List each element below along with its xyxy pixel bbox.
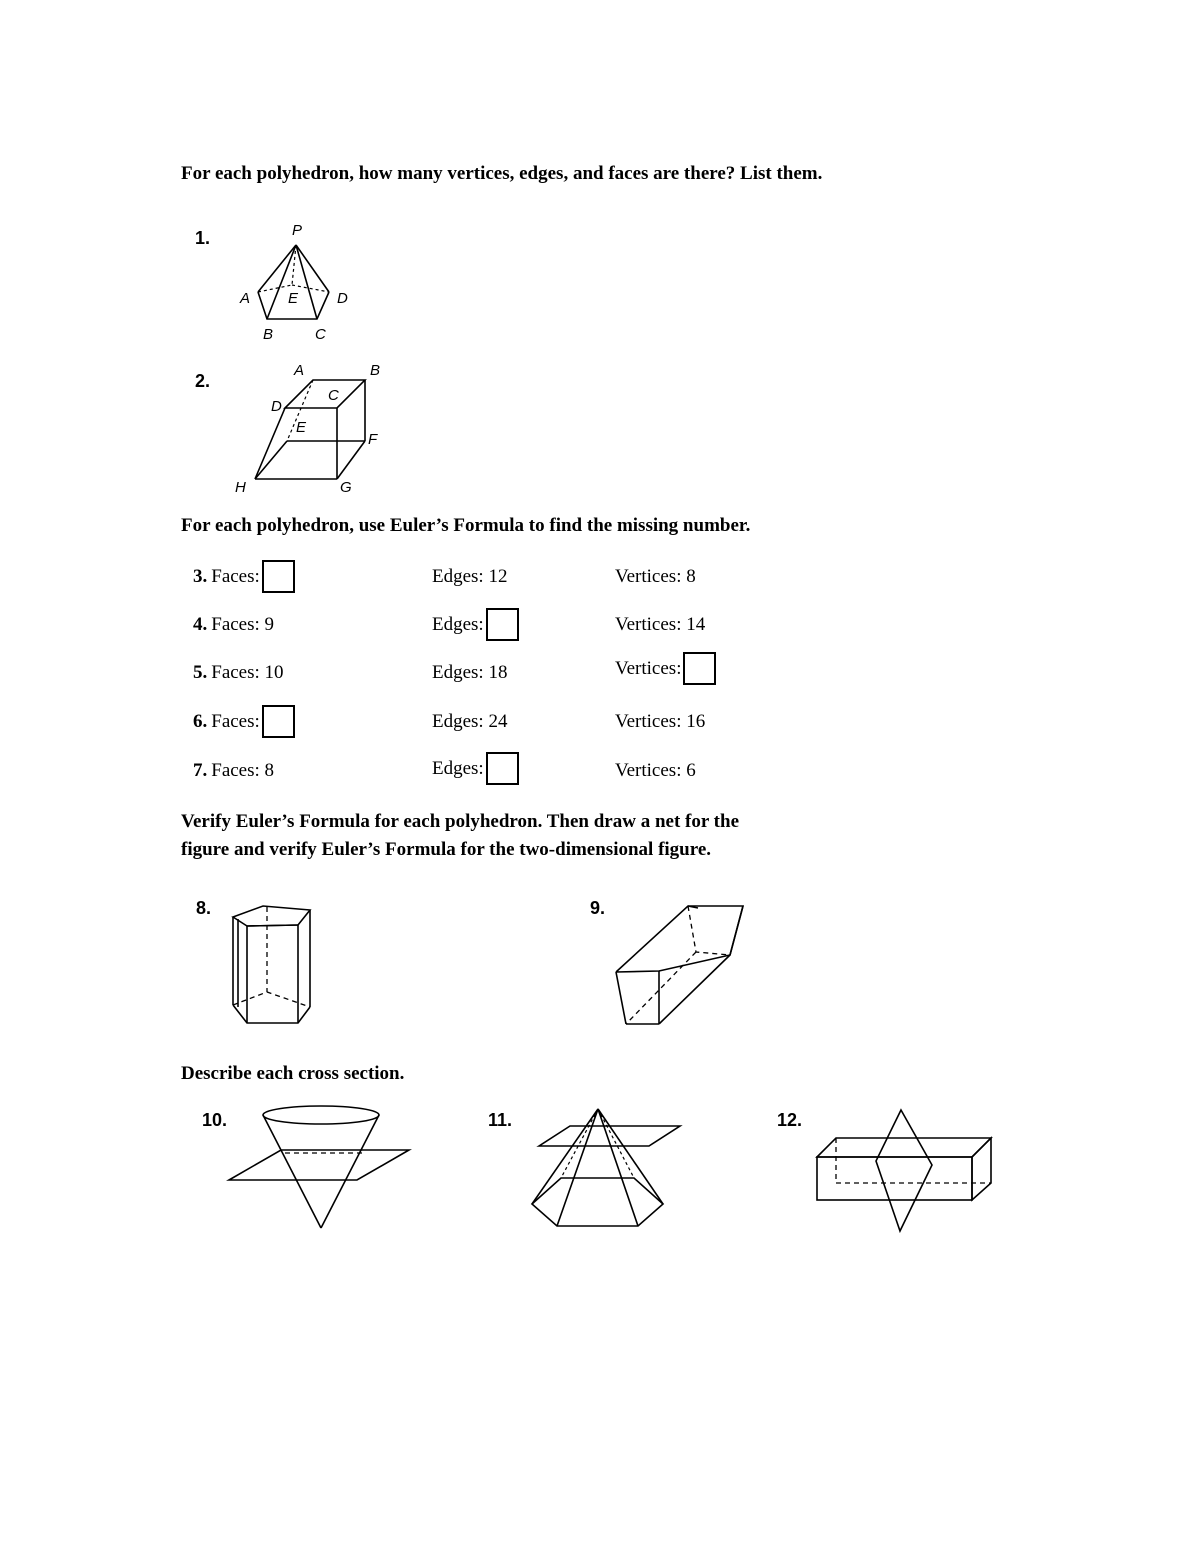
label-H: H xyxy=(235,479,246,496)
answer-box[interactable] xyxy=(683,652,716,685)
problem-4-number: 4. xyxy=(193,613,208,635)
label-A: A xyxy=(240,290,251,307)
problem-4-vertices: Vertices: 14 xyxy=(615,613,706,635)
problem-7-edges xyxy=(432,750,519,787)
problem-3-vertices: Vertices: 8 xyxy=(615,565,696,587)
label-E: E xyxy=(288,290,299,307)
answer-box[interactable] xyxy=(486,752,519,785)
label-B: B xyxy=(263,326,274,343)
problem-12-number: 12. xyxy=(777,1110,803,1130)
problem-9-number: 9. xyxy=(590,898,606,918)
faces-value: Faces: 9 xyxy=(211,613,275,635)
problem-6-faces xyxy=(193,703,295,740)
problem-5-number: 5. xyxy=(193,661,208,683)
problem-7-faces xyxy=(193,752,274,789)
vertices-label: Vertices: xyxy=(615,657,682,679)
slanted-prism-figure-9 xyxy=(610,900,750,1030)
faces-label: Faces: xyxy=(211,710,260,732)
problem-11-number: 11. xyxy=(488,1110,513,1130)
problem-3-number: 3. xyxy=(193,565,208,587)
answer-box[interactable] xyxy=(486,608,519,641)
problem-6-edges: Edges: 24 xyxy=(432,710,508,732)
label-D: D xyxy=(271,398,282,415)
part4-heading: Describe each cross section. xyxy=(181,1063,405,1084)
problem-3-faces xyxy=(193,558,295,595)
problem-7-number: 7. xyxy=(193,759,208,781)
faces-value: Faces: 8 xyxy=(211,759,275,781)
part1-heading: For each polyhedron, how many vertices, edges, and faces are there? List them. xyxy=(181,163,823,184)
part3-heading-line2: figure and verify Euler’s Formula for the two-dimensional figure. xyxy=(181,839,712,860)
cone-cross-section-figure xyxy=(225,1100,415,1235)
problem-1-number: 1. xyxy=(195,228,211,248)
problem-4-faces xyxy=(193,606,274,643)
problem-5-vertices xyxy=(615,650,716,687)
label-C: C xyxy=(315,326,326,343)
answer-box[interactable] xyxy=(262,560,295,593)
label-G: G xyxy=(340,479,352,496)
edges-label: Edges: xyxy=(432,613,484,635)
problem-2-number: 2. xyxy=(195,371,211,391)
problem-5-edges: Edges: 18 xyxy=(432,661,508,683)
part2-heading: For each polyhedron, use Euler’s Formula to find the missing number. xyxy=(181,515,751,536)
problem-10-number: 10. xyxy=(202,1110,228,1130)
rectangular-prism-cross-section-figure xyxy=(812,1105,997,1235)
pentagonal-prism-figure xyxy=(225,895,320,1030)
problem-6-number: 6. xyxy=(193,710,208,732)
edges-label: Edges: xyxy=(432,757,484,779)
label-A: A xyxy=(294,362,305,379)
label-P: P xyxy=(292,222,303,239)
pyramid-cross-section-figure xyxy=(528,1102,688,1237)
label-C: C xyxy=(328,387,339,404)
pentagonal-pyramid-figure xyxy=(230,215,370,345)
label-F: F xyxy=(368,431,378,448)
problem-3-edges: Edges: 12 xyxy=(432,565,508,587)
faces-label: Faces: xyxy=(211,565,260,587)
problem-6-vertices: Vertices: 16 xyxy=(615,710,706,732)
answer-box[interactable] xyxy=(262,705,295,738)
faces-value: Faces: 10 xyxy=(211,661,284,683)
label-E: E xyxy=(296,419,307,436)
problem-4-edges xyxy=(432,606,519,643)
problem-5-faces xyxy=(193,654,284,691)
label-D: D xyxy=(337,290,348,307)
label-B: B xyxy=(370,362,381,379)
slanted-prism-figure xyxy=(230,355,390,500)
problem-7-vertices: Vertices: 6 xyxy=(615,759,696,781)
problem-8-number: 8. xyxy=(196,898,212,918)
part3-heading-line1: Verify Euler’s Formula for each polyhedron. Then draw a net for the xyxy=(181,811,740,832)
